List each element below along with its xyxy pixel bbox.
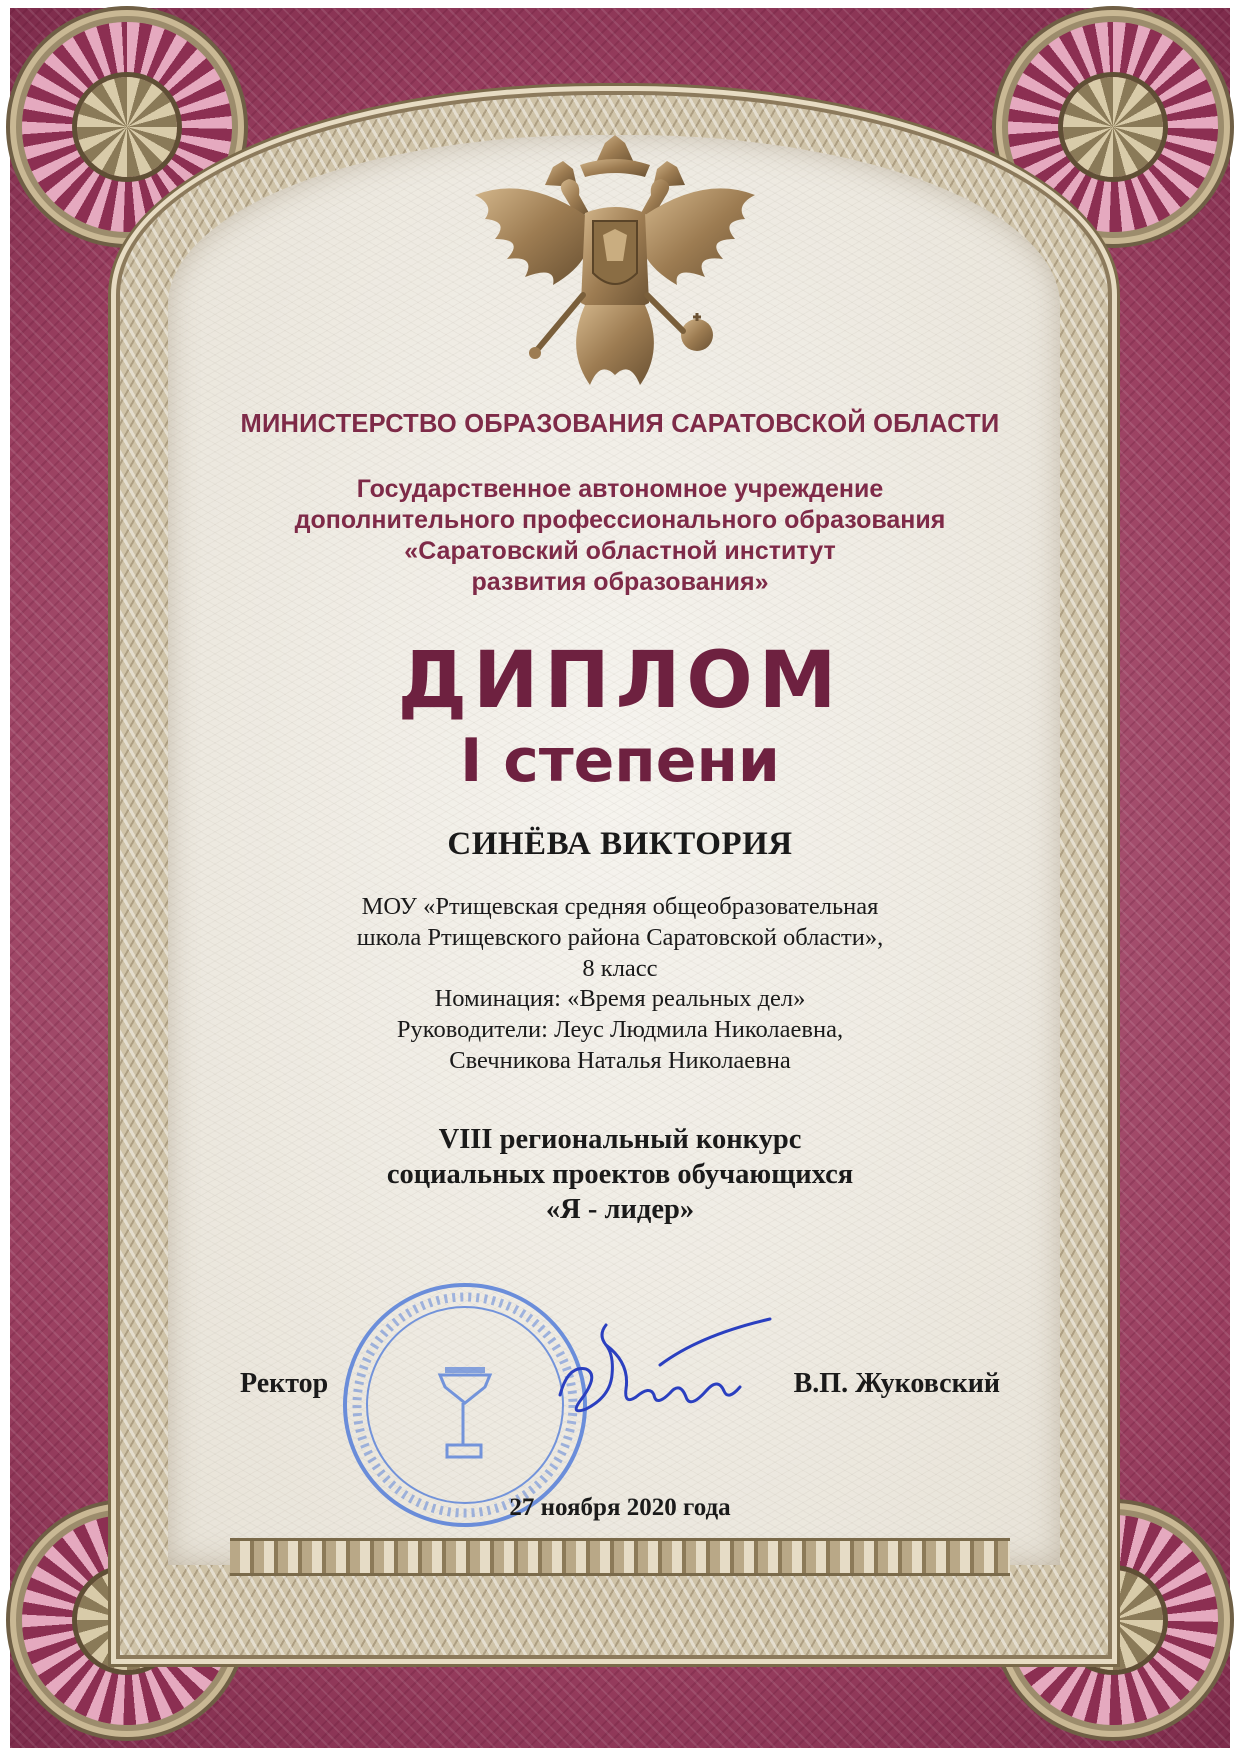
- details-line: Свечникова Наталья Николаевна: [449, 1046, 791, 1074]
- diploma-title: ДИПЛОМ: [397, 636, 843, 726]
- contest-line: VIII региональный конкурс: [438, 1124, 802, 1155]
- details-line: МОУ «Ртищевская средняя общеобразовательная: [361, 893, 879, 920]
- contest-line: «Я - лидер»: [545, 1194, 695, 1225]
- award-details: [168, 892, 1072, 1077]
- contest-line: социальных проектов обучающихся: [386, 1159, 854, 1190]
- decorative-braid: [230, 1538, 1010, 1576]
- signatory-title: Ректор: [240, 1368, 329, 1399]
- signatory-name: В.П. Жуковский: [793, 1368, 1000, 1399]
- issue-date: 27 ноября 2020 года: [509, 1494, 731, 1521]
- rector-signature: [540, 1305, 780, 1435]
- coat-of-arms-icon: [465, 135, 765, 400]
- details-line: Руководители: Леус Людмила Николаевна,: [396, 1016, 844, 1044]
- diploma-degree: I степени: [460, 726, 780, 796]
- institution-line: развития образования»: [471, 568, 769, 596]
- institution-line: Государственное автономное учреждение: [356, 475, 884, 503]
- institution-name: [168, 474, 1072, 598]
- details-line: школа Ртищевского района Саратовской области»,: [356, 923, 884, 951]
- details-line: 8 класс: [582, 954, 658, 982]
- ministry-heading: МИНИСТЕРСТВО ОБРАЗОВАНИЯ САРАТОВСКОЙ ОБЛАСТИ: [240, 410, 1000, 438]
- details-line: Номинация: «Время реальных дел»: [434, 985, 806, 1013]
- institution-line: дополнительного профессионального образования: [294, 506, 946, 534]
- institution-line: «Саратовский областной институт: [404, 537, 836, 565]
- recipient-name: СИНЁВА ВИКТОРИЯ: [447, 826, 793, 862]
- contest-name: [168, 1122, 1072, 1227]
